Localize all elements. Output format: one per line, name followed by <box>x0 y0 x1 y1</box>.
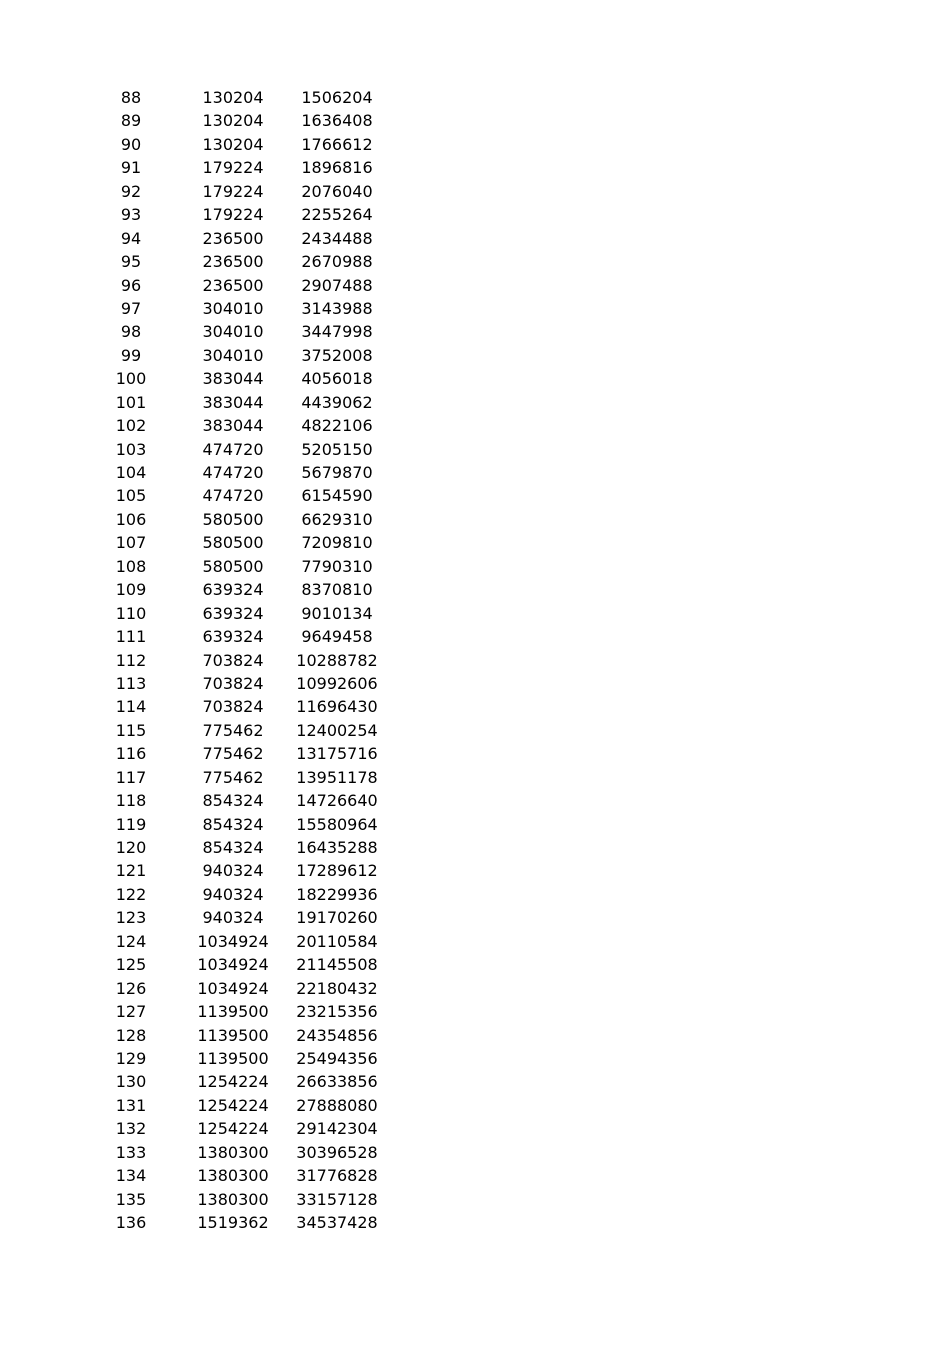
table-cell: 13951178 <box>296 767 378 787</box>
table-cell: 119 <box>115 814 147 834</box>
table-cell: 110 <box>115 603 147 623</box>
table-row <box>0 156 950 179</box>
table-row <box>0 320 950 343</box>
table-cell: 639324 <box>202 627 264 647</box>
table-cell: 97 <box>120 298 142 318</box>
table-cell: 775462 <box>202 767 264 787</box>
table-cell: 19170260 <box>296 908 378 928</box>
table-cell: 2670988 <box>301 252 373 272</box>
table-row <box>0 250 950 273</box>
table-row <box>0 344 950 367</box>
table-row <box>0 109 950 132</box>
table-cell: 1636408 <box>301 111 373 131</box>
table-cell: 31776828 <box>296 1166 378 1186</box>
table-cell: 95 <box>120 252 142 272</box>
table-row <box>0 695 950 718</box>
table-cell: 304010 <box>202 298 264 318</box>
table-cell: 16435288 <box>296 838 378 857</box>
table-row <box>0 555 950 578</box>
table-row <box>0 531 950 554</box>
table-row <box>0 906 950 929</box>
table-cell: 639324 <box>202 580 264 600</box>
table-cell: 854324 <box>202 814 264 834</box>
table-cell: 34537428 <box>296 1213 378 1232</box>
table-cell: 106 <box>115 509 147 529</box>
table-cell: 23215356 <box>296 1002 378 1022</box>
table-cell: 2907488 <box>301 275 373 295</box>
table-cell: 130204 <box>202 88 264 107</box>
table-row <box>0 180 950 203</box>
table-cell: 775462 <box>202 744 264 764</box>
table-row <box>0 649 950 672</box>
table-cell: 136 <box>115 1213 147 1232</box>
table-cell: 9649458 <box>301 627 373 647</box>
table-cell: 1139500 <box>197 1025 269 1045</box>
table-cell: 91 <box>120 158 142 178</box>
table-cell: 21145508 <box>296 955 378 975</box>
table-cell: 580500 <box>202 556 264 576</box>
table-row <box>0 1070 950 1093</box>
table-cell: 474720 <box>202 486 264 506</box>
table-cell: 703824 <box>202 697 264 717</box>
table-cell: 88 <box>120 88 142 107</box>
table-cell: 703824 <box>202 650 264 670</box>
table-cell: 129 <box>115 1048 147 1068</box>
table-cell: 29142304 <box>296 1119 378 1139</box>
table-row <box>0 1141 950 1164</box>
table-cell: 128 <box>115 1025 147 1045</box>
table-row <box>0 391 950 414</box>
table-row <box>0 1047 950 1070</box>
table-row <box>0 742 950 765</box>
table-cell: 10992606 <box>296 673 378 693</box>
table-row <box>0 86 950 109</box>
table-cell: 3143988 <box>301 298 373 318</box>
table-cell: 2076040 <box>301 181 373 201</box>
table-cell: 3447998 <box>301 322 373 342</box>
table-row <box>0 438 950 461</box>
table-cell: 131 <box>115 1095 147 1115</box>
table-row <box>0 789 950 812</box>
table-cell: 474720 <box>202 463 264 482</box>
table-cell: 122 <box>115 884 147 904</box>
table-cell: 130204 <box>202 111 264 131</box>
table-row <box>0 414 950 437</box>
table-row <box>0 1094 950 1117</box>
table-cell: 639324 <box>202 603 264 623</box>
table-row <box>0 367 950 390</box>
table-row <box>0 1211 950 1234</box>
table-cell: 98 <box>120 322 142 342</box>
table-cell: 179224 <box>202 158 264 178</box>
table-cell: 1380300 <box>197 1189 269 1209</box>
table-cell: 127 <box>115 1002 147 1022</box>
table-cell: 1896816 <box>301 158 373 178</box>
table-cell: 112 <box>115 650 147 670</box>
table-cell: 1034924 <box>197 955 269 975</box>
table-cell: 236500 <box>202 275 264 295</box>
table-cell: 14726640 <box>296 791 378 811</box>
table-cell: 33157128 <box>296 1189 378 1209</box>
spreadsheet-table <box>0 86 950 1234</box>
table-row <box>0 1164 950 1187</box>
table-row <box>0 859 950 882</box>
table-cell: 25494356 <box>296 1048 378 1068</box>
table-row <box>0 297 950 320</box>
table-cell: 11696430 <box>296 697 378 717</box>
table-row <box>0 977 950 1000</box>
table-cell: 1254224 <box>197 1119 269 1139</box>
table-cell: 114 <box>115 697 147 717</box>
table-cell: 775462 <box>202 720 264 740</box>
table-cell: 383044 <box>202 416 264 436</box>
table-row <box>0 813 950 836</box>
table-cell: 940324 <box>202 908 264 928</box>
table-cell: 236500 <box>202 252 264 272</box>
table-cell: 1139500 <box>197 1002 269 1022</box>
table-cell: 1519362 <box>197 1213 269 1232</box>
table-cell: 101 <box>115 392 147 412</box>
table-cell: 13175716 <box>296 744 378 764</box>
table-cell: 383044 <box>202 369 264 389</box>
table-cell: 7209810 <box>301 533 373 553</box>
table-cell: 383044 <box>202 392 264 412</box>
table-row <box>0 883 950 906</box>
table-cell: 103 <box>115 439 147 459</box>
table-cell: 580500 <box>202 533 264 553</box>
table-cell: 854324 <box>202 791 264 811</box>
table-cell: 113 <box>115 673 147 693</box>
table-cell: 120 <box>115 838 147 857</box>
table-cell: 107 <box>115 533 147 553</box>
table-cell: 102 <box>115 416 147 436</box>
table-cell: 8370810 <box>301 580 373 600</box>
table-cell: 854324 <box>202 838 264 857</box>
table-cell: 1034924 <box>197 931 269 951</box>
table-cell: 4439062 <box>301 392 373 412</box>
table-cell: 940324 <box>202 861 264 881</box>
table-cell: 4822106 <box>301 416 373 436</box>
table-cell: 1254224 <box>197 1072 269 1092</box>
table-cell: 236500 <box>202 228 264 248</box>
table-cell: 30396528 <box>296 1142 378 1162</box>
table-cell: 3752008 <box>301 345 373 365</box>
table-row <box>0 766 950 789</box>
table-row <box>0 602 950 625</box>
table-cell: 130204 <box>202 134 264 154</box>
table-cell: 1380300 <box>197 1142 269 1162</box>
table-row <box>0 1188 950 1211</box>
table-cell: 109 <box>115 580 147 600</box>
table-cell: 108 <box>115 556 147 576</box>
table-cell: 2434488 <box>301 228 373 248</box>
table-cell: 1139500 <box>197 1048 269 1068</box>
table-cell: 1254224 <box>197 1095 269 1115</box>
table-cell: 94 <box>120 228 142 248</box>
table-cell: 134 <box>115 1166 147 1186</box>
table-row <box>0 625 950 648</box>
table-row <box>0 1024 950 1047</box>
table-cell: 304010 <box>202 322 264 342</box>
table-cell: 22180432 <box>296 978 378 998</box>
table-cell: 18229936 <box>296 884 378 904</box>
table-cell: 940324 <box>202 884 264 904</box>
table-cell: 135 <box>115 1189 147 1209</box>
table-cell: 123 <box>115 908 147 928</box>
table-cell: 96 <box>120 275 142 295</box>
table-cell: 1380300 <box>197 1166 269 1186</box>
table-cell: 15580964 <box>296 814 378 834</box>
table-cell: 118 <box>115 791 147 811</box>
table-row <box>0 133 950 156</box>
table-cell: 99 <box>120 345 142 365</box>
table-row <box>0 1000 950 1023</box>
table-cell: 117 <box>115 767 147 787</box>
table-cell: 179224 <box>202 205 264 225</box>
table-cell: 104 <box>115 463 147 482</box>
table-cell: 111 <box>115 627 147 647</box>
table-row <box>0 1117 950 1140</box>
table-row <box>0 672 950 695</box>
table-row <box>0 484 950 507</box>
table-cell: 124 <box>115 931 147 951</box>
table-cell: 20110584 <box>296 931 378 951</box>
table-cell: 27888080 <box>296 1095 378 1115</box>
table-cell: 132 <box>115 1119 147 1139</box>
table-cell: 179224 <box>202 181 264 201</box>
table-cell: 580500 <box>202 509 264 529</box>
table-cell: 92 <box>120 181 142 201</box>
table-cell: 5679870 <box>301 463 373 482</box>
table-row <box>0 461 950 484</box>
table-cell: 24354856 <box>296 1025 378 1045</box>
table-row <box>0 508 950 531</box>
table-cell: 6629310 <box>301 509 373 529</box>
table-cell: 10288782 <box>296 650 378 670</box>
table-cell: 9010134 <box>301 603 373 623</box>
table-cell: 1766612 <box>301 134 373 154</box>
table-cell: 93 <box>120 205 142 225</box>
table-cell: 26633856 <box>296 1072 378 1092</box>
table-cell: 5205150 <box>301 439 373 459</box>
table-row <box>0 836 950 859</box>
table-cell: 6154590 <box>301 486 373 506</box>
table-cell: 17289612 <box>296 861 378 881</box>
table-cell: 1034924 <box>197 978 269 998</box>
table-row <box>0 930 950 953</box>
table-row <box>0 719 950 742</box>
table-cell: 133 <box>115 1142 147 1162</box>
table-cell: 90 <box>120 134 142 154</box>
table-row <box>0 953 950 976</box>
table-row <box>0 274 950 297</box>
table-cell: 703824 <box>202 673 264 693</box>
table-cell: 2255264 <box>301 205 373 225</box>
table-row <box>0 227 950 250</box>
table-cell: 304010 <box>202 345 264 365</box>
table-row <box>0 203 950 226</box>
table-cell: 4056018 <box>301 369 373 389</box>
table-cell: 116 <box>115 744 147 764</box>
table-cell: 1506204 <box>301 88 373 107</box>
table-cell: 105 <box>115 486 147 506</box>
table-cell: 12400254 <box>296 720 378 740</box>
table-cell: 121 <box>115 861 147 881</box>
table-cell: 100 <box>115 369 147 389</box>
table-cell: 130 <box>115 1072 147 1092</box>
table-row <box>0 578 950 601</box>
table-cell: 7790310 <box>301 556 373 576</box>
table-cell: 89 <box>120 111 142 131</box>
table-cell: 125 <box>115 955 147 975</box>
table-cell: 474720 <box>202 439 264 459</box>
table-cell: 126 <box>115 978 147 998</box>
table-cell: 115 <box>115 720 147 740</box>
